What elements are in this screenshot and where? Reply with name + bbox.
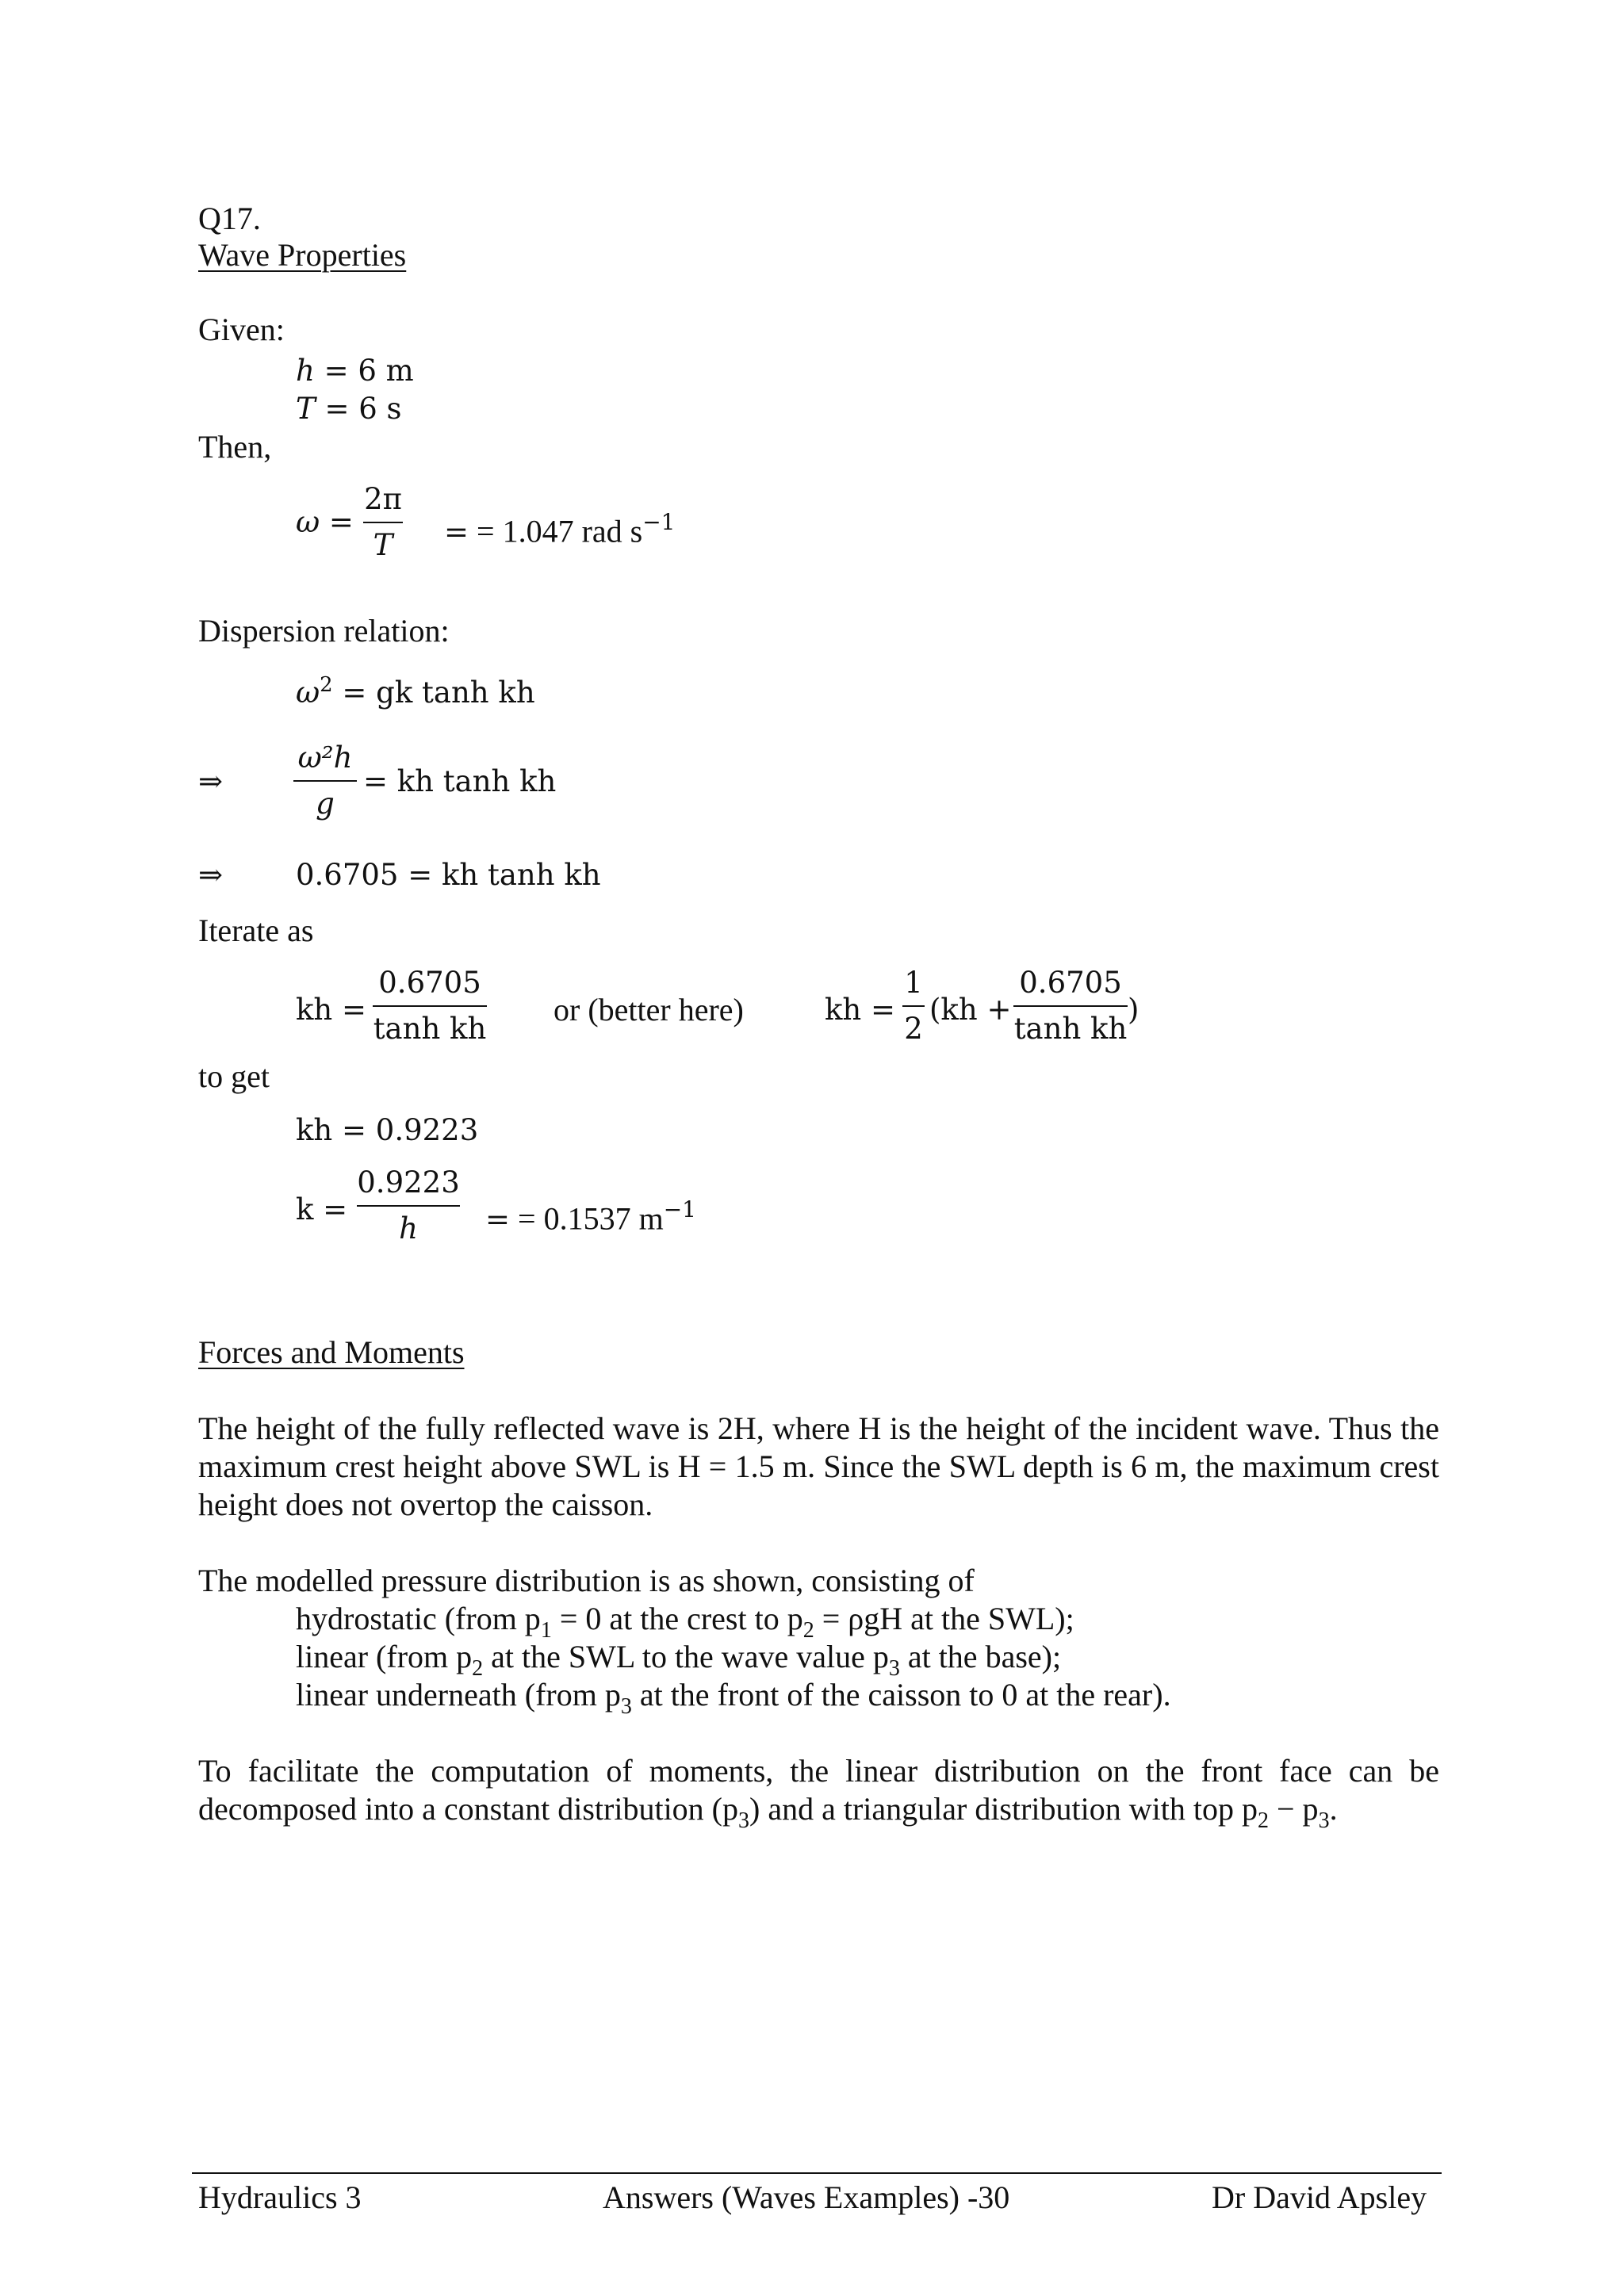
dispersion-fraction: ω²h g: [293, 737, 357, 825]
list-item-hydrostatic: hydrostatic (from $p_1 = 0$ at the crest to $p_2 = \rho gH$ at the SWL);: [296, 1601, 1074, 1643]
list-item-linear: linear (from $p_2$ at the SWL to the wave value $p_3$ at the base);: [296, 1639, 1062, 1681]
to-get-label: to get: [198, 1058, 270, 1094]
iterate-lhs1: kh =: [296, 993, 367, 1027]
paragraph-reflected-wave: The height of the fully reflected wave is 2H, where H is the height of the incident wave. Thus the maximum crest height above SWL is H = 1.5 m. Since the SWL depth is 6 m, the maximum crest height does not overtop the caisson.: [198, 1410, 1439, 1522]
then-label: Then,: [198, 429, 272, 465]
list-item-underneath: linear underneath (from $p_3$ at the front of the caisson to 0 at the rear).: [296, 1677, 1171, 1719]
given-T: T = 6 s: [296, 392, 402, 426]
half-fraction: 1 2: [902, 962, 925, 1050]
iterate-label: Iterate as: [198, 913, 314, 948]
k-fraction: 0.9223 h: [357, 1165, 460, 1246]
dispersion-eq3: 0.6705 = kh tanh kh: [296, 858, 601, 892]
dispersion-eq2-rhs: = kh tanh kh: [363, 764, 557, 798]
dispersion-eq1: $\omega^2$ = gk tanh kh: [296, 673, 535, 710]
iterate-lhs2: kh =: [825, 993, 896, 1027]
iterate-mid: (kh +: [929, 993, 1012, 1027]
iterate-fraction2: 0.6705 tanh kh: [1013, 966, 1128, 1046]
footer-author: Dr David Apsley: [1212, 2179, 1427, 2215]
iterate-close: ): [1128, 993, 1139, 1027]
footer-rule: [192, 2172, 1442, 2174]
omega-fraction: 2π T: [364, 482, 402, 562]
implies-arrow-2: ⇒: [198, 858, 224, 892]
kh-result: kh = 0.9223: [296, 1113, 479, 1147]
iterate-fraction1: 0.6705 tanh kh: [373, 966, 487, 1046]
footer-course: Hydraulics 3: [198, 2179, 362, 2215]
given-h: h = 6 m: [296, 354, 414, 388]
pressure-intro: The modelled pressure distribution is as shown, consisting of: [198, 1563, 975, 1598]
or-better-here: or (better here): [553, 992, 744, 1027]
section-heading-forces: Forces and Moments: [198, 1334, 465, 1370]
paragraph-moments: To facilitate the computation of moments, the linear distribution on the front face can be decomposed into a constant distribution $(p_3)$ and a triangular distribution with top $p_2 - p_3$.: [198, 1753, 1439, 1833]
footer-page-title: Answers (Waves Examples) -30: [603, 2179, 1010, 2215]
given-label: Given:: [198, 312, 285, 347]
implies-arrow-1: ⇒: [198, 764, 224, 798]
k-result: = = 0.1537 $m^{-1}$: [485, 1196, 696, 1237]
omega-lhs: ω =: [296, 505, 354, 539]
question-number: Q17.: [198, 201, 261, 236]
section-heading-wave-properties: Wave Properties: [198, 237, 407, 273]
dispersion-label: Dispersion relation:: [198, 613, 450, 649]
k-lhs: k =: [296, 1192, 348, 1226]
omega-result: = = 1.047 rad $s^{-1}$: [444, 509, 676, 549]
